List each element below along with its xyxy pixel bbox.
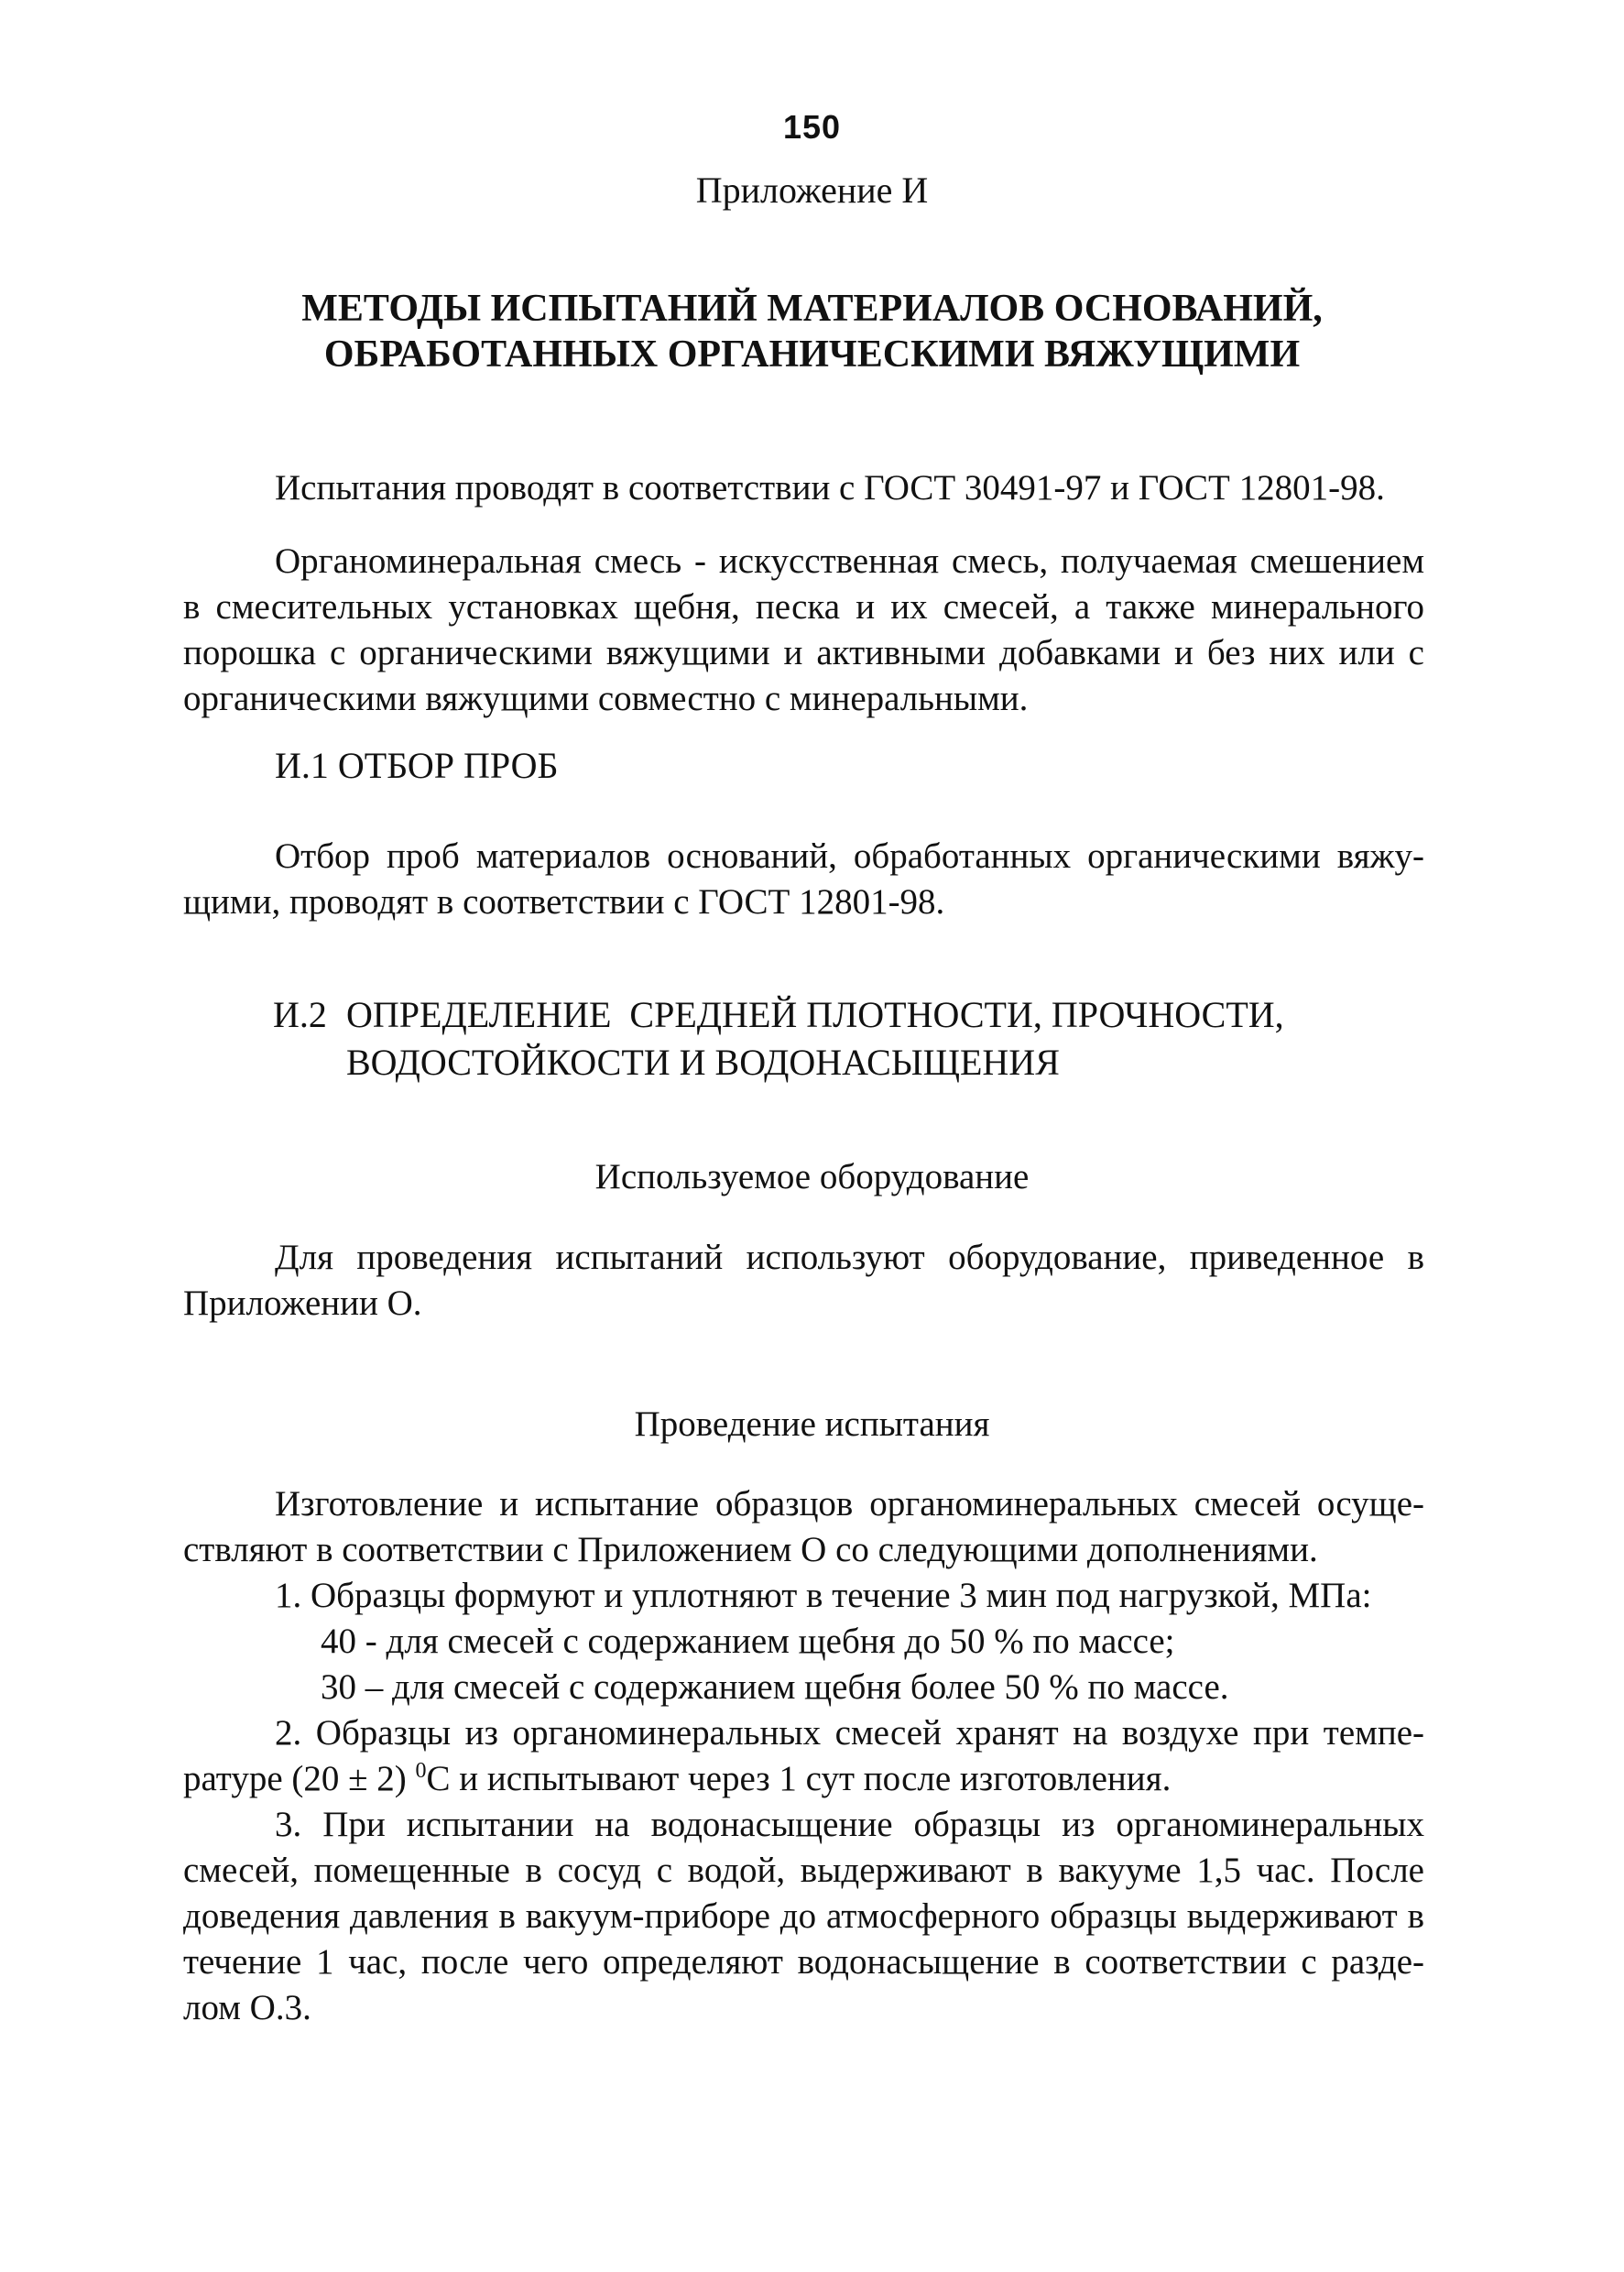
degree-superscript: 0 [415, 1759, 427, 1783]
list-sub-item: 30 – для смесей с содержанием щебня более 50 % по массе. [321, 1667, 1229, 1707]
list-item-text: С и испытывают через 1 сут после изготовления. [426, 1759, 1172, 1798]
list-item [183, 1710, 1424, 1802]
section-2-number: И.2 [273, 994, 327, 1035]
list-item: 1. Образцы формуют и уплотняют в течение 3 мин под нагрузкой, МПа: [275, 1576, 1372, 1615]
section-1-heading: И.1 ОТБОР ПРОБ [275, 745, 559, 786]
list-item: 3. При испытании на водонасыщение образцы из органоминеральных смесей, помещенные в сосуд с водой, выдерживают в вакууме 1,5 час. После доведения давления в вакуум-приборе до атмосферного образцы выдерживают в течение 1 час, после чего определяют водонасыщение в соответствии с разде-лом О.3. [183, 1805, 1424, 2027]
definition-paragraph: Органоминеральная смесь - искусственная смесь, получаемая смешением в смесительных установках щебня, песка и их смесей, а также минерального порошка с органическими вяжущими и активными добавками и без них или с органическими вяжущими совместно с минеральными. [183, 541, 1424, 718]
procedure-list [183, 1573, 1424, 2031]
document-title-line-1: МЕТОДЫ ИСПЫТАНИЙ МАТЕРИАЛОВ ОСНОВАНИЙ, [301, 288, 1323, 330]
section-2-heading-line-1: ОПРЕДЕЛЕНИЕ СРЕДНЕЙ ПЛОТНОСТИ, ПРОЧНОСТИ, [346, 994, 1284, 1035]
section-2-heading-line-2: ВОДОСТОЙКОСТИ И ВОДОНАСЫЩЕНИЯ [346, 1042, 1060, 1083]
list-item-text: 2. Образцы из органоминеральных смесей хранят на воздухе при темпе-ратуре (20 ± 2) [183, 1713, 1424, 1798]
equipment-paragraph: Для проведения испытаний используют оборудование, приведенное в Приложении О. [183, 1238, 1424, 1323]
procedure-intro-paragraph: Изготовление и испытание образцов органоминеральных смесей осуще-ствляют в соответствии с Приложением О со следующими дополнениями. [183, 1484, 1424, 1569]
standards-paragraph: Испытания проводят в соответствии с ГОСТ 30491-97 и ГОСТ 12801-98. [275, 468, 1385, 508]
equipment-subheading: Используемое оборудование [594, 1157, 1030, 1196]
section-2-heading [273, 991, 1284, 1087]
document-title-line-2: ОБРАБОТАННЫХ ОРГАНИЧЕСКИМИ ВЯЖУЩИМИ [323, 333, 1301, 376]
list-sub-item: 40 - для смесей с содержанием щебня до 50 % по массе; [321, 1622, 1175, 1661]
section-1-paragraph: Отбор проб материалов оснований, обработанных органическими вяжу-щими, проводят в соответствии с ГОСТ 12801-98. [183, 836, 1424, 922]
appendix-label: Приложение И [695, 169, 929, 211]
procedure-subheading: Проведение испытания [634, 1404, 990, 1444]
document-title [0, 286, 1624, 377]
page-number: 150 [782, 108, 842, 146]
